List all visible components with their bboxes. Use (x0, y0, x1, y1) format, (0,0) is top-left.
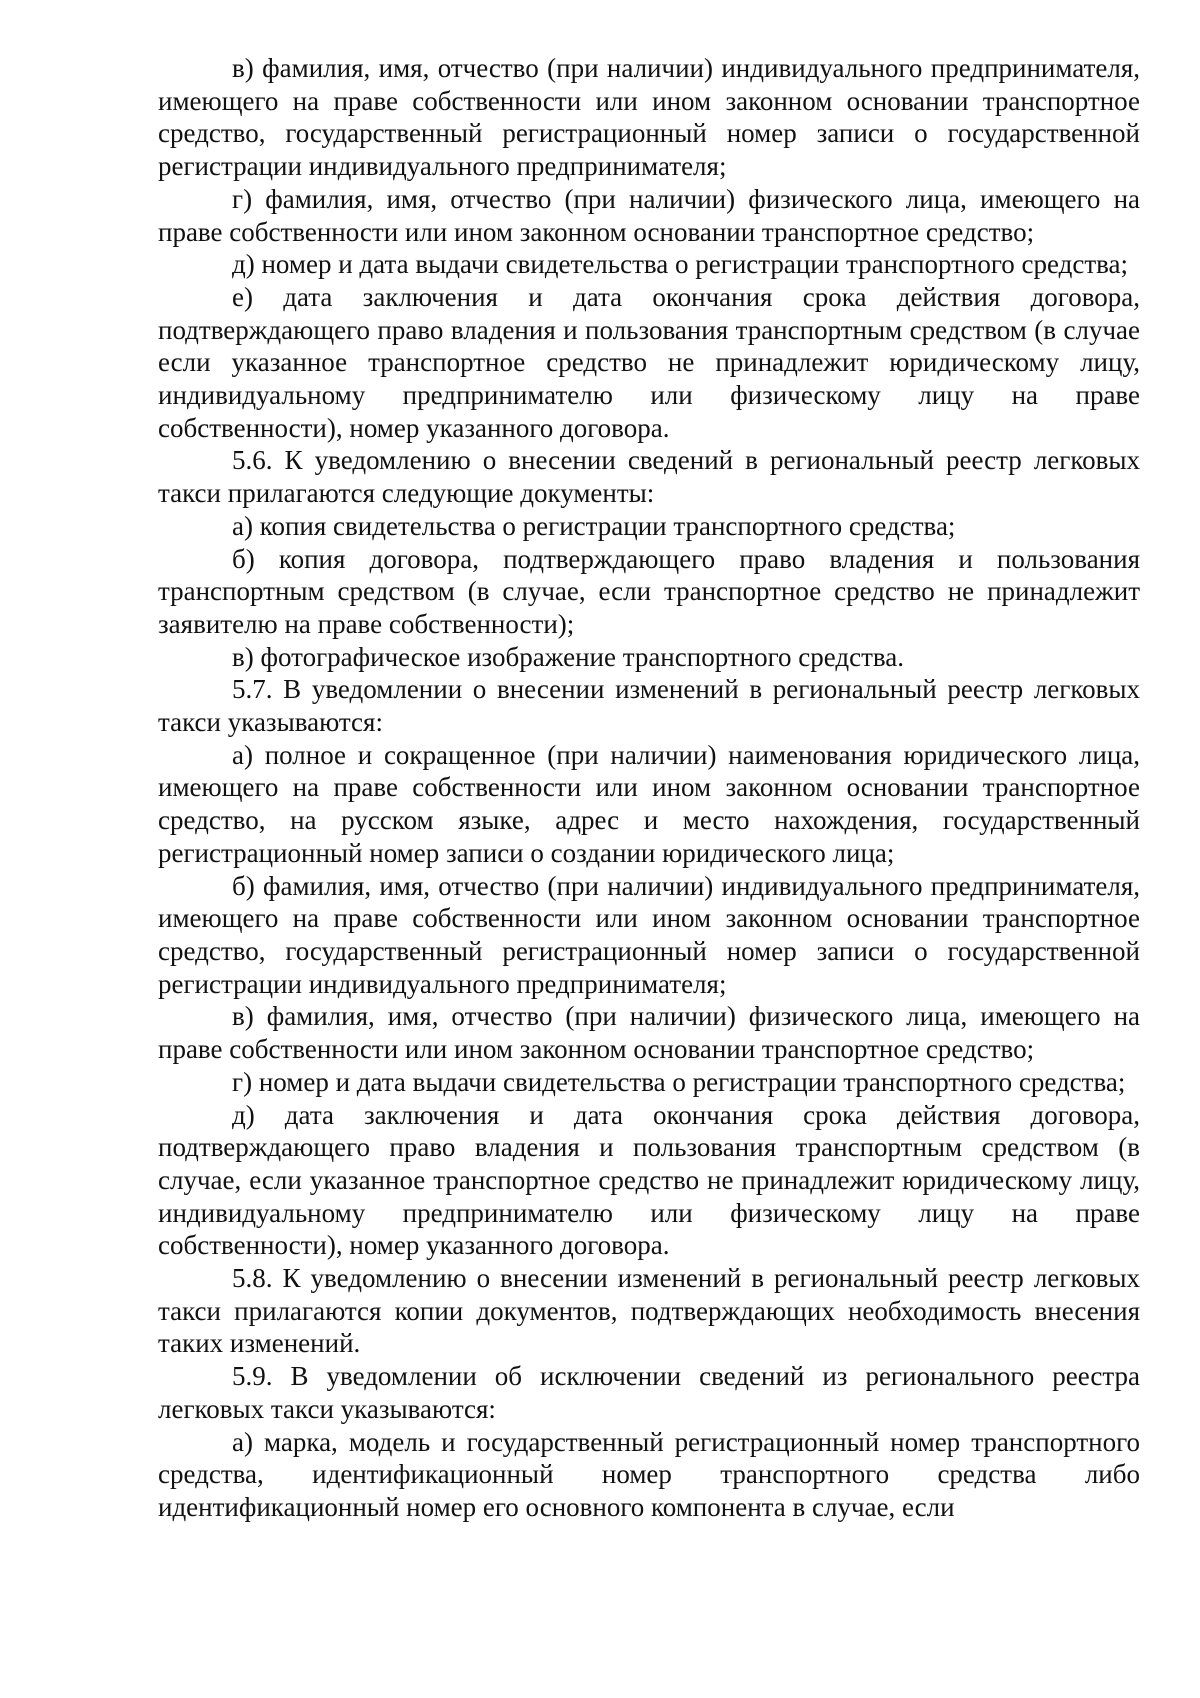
paragraph-item-d-certificate: д) номер и дата выдачи свидетельства о регистрации транспортного средства; (232, 249, 1129, 280)
paragraph-item-g-person: г) фамилия, имя, отчество (при наличии) физического лица, имеющего на праве собственности или ином законном основании транспортное средство; (158, 183, 1140, 247)
paragraph-item-a-legal-entity: а) полное и сокращенное (при наличии) наименования юридического лица, имеющего на праве собственности или ином законном основании транспортное средство, на русском языке, адрес и место нахождения, государственный регистрационный номер записи о создании юридического лица; (158, 739, 1140, 868)
paragraph-section-5-8: 5.8. К уведомлению о внесении изменений в региональный реестр легковых такси прилагаются копии документов, подтверждающих необходимость внесения таких изменений. (158, 1263, 1140, 1359)
paragraph-item-g-certificate: г) номер и дата выдачи свидетельства о регистрации транспортного средства; (232, 1066, 1126, 1097)
paragraph-section-5-9: 5.9. В уведомлении об исключении сведений из регионального реестра легковых такси указываются: (158, 1361, 1140, 1424)
paragraph-section-5-6: 5.6. К уведомлению о внесении сведений в региональный реестр легковых такси прилагаются следующие документы: (158, 445, 1140, 509)
paragraph-section-5-7: 5.7. В уведомлении о внесении изменений в региональный реестр легковых такси указываются: (158, 674, 1140, 738)
paragraph-item-e-contract: е) дата заключения и дата окончания срока действия договора, подтверждающего право владения и пользования транспортным средством (в случае если указанное транспортное средство не принадлежит юридическому лицу, индивидуальному предпринимателю или физическому лицу на праве собственности), номер указанного договора. (158, 281, 1140, 443)
paragraph-item-a-certificate-copy: а) копия свидетельства о регистрации транспортного средства; (232, 510, 956, 541)
paragraph-item-v-ip: в) фамилия, имя, отчество (при наличии) индивидуального предпринимателя, имеющего на праве собственности или ином законном основании транспортное средство, государственный регистрационный номер записи о государственной регистрации индивидуального предпринимателя; (158, 53, 1140, 182)
paragraph-item-b-contract-copy: б) копия договора, подтверждающего право владения и пользования транспортным средством (в случае, если транспортное средство не принадлежит заявителю на праве собственности); (158, 543, 1140, 639)
paragraph-item-d-contract: д) дата заключения и дата окончания срока действия договора, подтверждающего право владения и пользования транспортным средством (в случае, если указанное транспортное средство не принадлежит юридическому лицу, индивидуальному предпринимателю или физическому лицу на праве собственности), номер указанного договора. (158, 1099, 1140, 1261)
paragraph-item-v-person: в) фамилия, имя, отчество (при наличии) физического лица, имеющего на праве собственности или ином законном основании транспортное средство; (158, 1001, 1140, 1065)
paragraph-item-v-photo: в) фотографическое изображение транспортного средства. (232, 641, 904, 672)
document-page (158, 52, 1140, 1524)
paragraph-item-b-ip: б) фамилия, имя, отчество (при наличии) индивидуального предпринимателя, имеющего на праве собственности или ином законном основании транспортное средство, государственный регистрационный номер записи о государственной регистрации индивидуального предпринимателя; (158, 870, 1140, 999)
paragraph-item-a-vehicle: а) марка, модель и государственный регистрационный номер транспортного средства, идентификационный номер транспортного средства либо идентификационный номер его основного компонента в случае, если (158, 1426, 1140, 1522)
